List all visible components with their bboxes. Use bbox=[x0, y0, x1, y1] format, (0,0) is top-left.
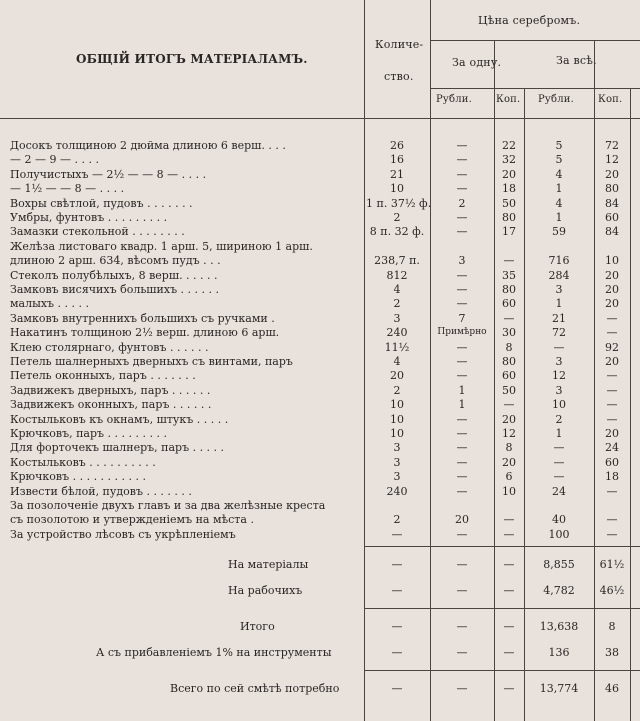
totals-rule bbox=[364, 546, 640, 547]
row-cell-r1: — bbox=[456, 283, 468, 296]
row-label: Накатинъ толщиною 2½ верш. длиною 6 арш. bbox=[10, 326, 280, 340]
row-cell-r2: 10 bbox=[552, 398, 566, 412]
row-cell-qty: 20 bbox=[390, 369, 404, 383]
row-cell-r1: — bbox=[456, 182, 468, 196]
row-label: Для форточекъ шалнеръ, паръ . . . . . bbox=[10, 441, 225, 455]
row-label: Крючковъ . . . . . . . . . . . bbox=[10, 470, 147, 484]
row-cell-r2: 24 bbox=[552, 484, 566, 498]
row-label: Досокъ толщиною 2 дюйма длиною 6 верш. . . . bbox=[10, 139, 286, 152]
table-row bbox=[0, 224, 640, 239]
row-cell-r1: — bbox=[456, 455, 468, 469]
header-rule bbox=[430, 88, 640, 89]
row-cell-k1: — bbox=[503, 398, 515, 412]
row-cell-k2: 20 bbox=[605, 268, 619, 282]
row-cell-r1: — bbox=[456, 441, 468, 455]
row-cell-r2: 59 bbox=[552, 225, 566, 239]
row-label: Задвижекъ дверныхъ, паръ . . . . . . bbox=[10, 383, 211, 397]
row-label: Стеколъ полубѣлыхъ, 8 верш. . . . . . bbox=[10, 268, 218, 282]
total-cell-qty: — bbox=[391, 584, 403, 597]
totals-rule bbox=[364, 608, 640, 609]
row-label: длиною 2 арш. 634, вѣсомъ пудъ . . . bbox=[10, 254, 221, 268]
table-row bbox=[0, 340, 640, 355]
table-row bbox=[0, 469, 640, 484]
row-cell-k1: 32 bbox=[502, 153, 516, 167]
row-label: Костыльковъ . . . . . . . . . . bbox=[10, 455, 156, 469]
row-cell-r1: — bbox=[456, 355, 468, 368]
row-label: За позолоченіе двухъ главъ и за два желѣзные креста bbox=[10, 499, 326, 512]
row-cell-r2: 5 bbox=[555, 139, 563, 152]
total-cell-r2: 13,774 bbox=[539, 682, 579, 695]
totals-rule bbox=[364, 670, 640, 671]
rub-header-all: Рубли. bbox=[538, 94, 575, 105]
row-cell-k1: 20 bbox=[502, 412, 516, 426]
table-row bbox=[0, 311, 640, 326]
table-row bbox=[0, 512, 640, 527]
row-cell-k1: 60 bbox=[502, 369, 516, 383]
table-row bbox=[0, 383, 640, 398]
row-cell-r2: 1 bbox=[555, 297, 563, 311]
kop-header-one: Коп. bbox=[496, 94, 521, 105]
total-cell-k2: 8 bbox=[608, 620, 616, 633]
rub-header-one: Рубли. bbox=[436, 94, 473, 105]
row-cell-r2: — bbox=[553, 470, 565, 484]
table-row bbox=[0, 484, 640, 499]
row-cell-qty: 812 bbox=[386, 268, 408, 282]
row-cell-k1: 80 bbox=[502, 283, 516, 296]
row-cell-k1: — bbox=[503, 513, 515, 527]
row-cell-k2: — bbox=[606, 311, 618, 325]
row-cell-r2: 5 bbox=[555, 153, 563, 167]
row-label: Крючковъ, паръ . . . . . . . . . bbox=[10, 427, 167, 440]
row-cell-k2: — bbox=[606, 484, 618, 498]
header-rule bbox=[430, 40, 640, 41]
row-cell-r2: — bbox=[553, 441, 565, 455]
total-cell-k2: 46 bbox=[605, 682, 619, 695]
table-row bbox=[0, 397, 640, 412]
row-cell-r2: 1 bbox=[555, 427, 563, 440]
row-cell-qty: 2 bbox=[393, 383, 401, 397]
price-header: Цѣна серебромъ. bbox=[478, 14, 581, 27]
total-row bbox=[0, 556, 640, 574]
row-cell-k1: — bbox=[503, 527, 515, 541]
total-cell-k1: — bbox=[503, 682, 515, 695]
total-label: На рабочихъ bbox=[228, 584, 303, 597]
row-cell-k2: — bbox=[606, 513, 618, 527]
row-cell-k1: 10 bbox=[502, 484, 516, 498]
row-cell-r2: 4 bbox=[555, 196, 563, 210]
row-cell-k2: 84 bbox=[605, 196, 619, 210]
row-cell-r1: 3 bbox=[458, 254, 466, 268]
row-cell-qty: 2 bbox=[393, 513, 401, 527]
row-cell-r2: 2 bbox=[555, 412, 563, 426]
total-row bbox=[0, 582, 640, 600]
row-cell-qty: 11½ bbox=[384, 340, 410, 354]
row-label: Извести бѣлой, пудовъ . . . . . . . bbox=[10, 484, 192, 498]
row-cell-r1: 1 bbox=[458, 398, 466, 412]
row-cell-r2: 284 bbox=[548, 268, 570, 282]
row-cell-r1: — bbox=[456, 527, 468, 541]
total-cell-k2: 61½ bbox=[599, 558, 625, 571]
row-cell-qty: 240 bbox=[386, 484, 408, 498]
row-cell-k2: 20 bbox=[605, 427, 619, 440]
quantity-header-line2: ство. bbox=[384, 70, 414, 83]
row-cell-r2: 40 bbox=[552, 513, 566, 527]
row-cell-k1: 35 bbox=[502, 268, 516, 282]
total-label: На матеріалы bbox=[228, 558, 309, 571]
total-cell-r2: 13,638 bbox=[539, 620, 579, 633]
row-cell-qty: 10 bbox=[390, 427, 404, 440]
row-cell-r1: — bbox=[456, 369, 468, 383]
total-cell-qty: — bbox=[391, 558, 403, 571]
row-cell-r1: — bbox=[456, 297, 468, 311]
row-cell-k2: 20 bbox=[605, 167, 619, 181]
table-row bbox=[0, 167, 640, 182]
row-cell-qty: 8 п. 32 ф. bbox=[369, 225, 425, 239]
row-cell-k1: 20 bbox=[502, 455, 516, 469]
total-label: А съ прибавленіемъ 1% на инструменты bbox=[96, 646, 332, 659]
total-label: Итого bbox=[240, 620, 275, 633]
row-cell-qty: 2 bbox=[393, 211, 401, 224]
row-cell-r2: 72 bbox=[552, 326, 566, 340]
row-cell-qty: 26 bbox=[390, 139, 404, 152]
row-cell-k1: 18 bbox=[502, 182, 516, 196]
table-row bbox=[0, 181, 640, 196]
table-row bbox=[0, 325, 640, 340]
row-cell-k1: 80 bbox=[502, 355, 516, 368]
row-label: Вохры свѣтлой, пудовъ . . . . . . . bbox=[10, 196, 193, 210]
row-label: Задвижекъ оконныхъ, паръ . . . . . . bbox=[10, 398, 212, 412]
row-cell-qty: 10 bbox=[390, 182, 404, 196]
per-one-header: За одну. bbox=[452, 56, 502, 69]
row-cell-r2: 4 bbox=[555, 167, 563, 181]
total-cell-k1: — bbox=[503, 558, 515, 571]
row-cell-k2: 12 bbox=[605, 153, 619, 167]
row-cell-k1: 60 bbox=[502, 297, 516, 311]
row-cell-k1: 8 bbox=[505, 441, 513, 455]
row-cell-k1: — bbox=[503, 254, 515, 268]
row-cell-qty: 21 bbox=[390, 167, 404, 181]
row-cell-qty: 3 bbox=[393, 455, 401, 469]
row-cell-k1: 22 bbox=[502, 139, 516, 152]
table-row bbox=[0, 426, 640, 441]
row-cell-k1: 50 bbox=[502, 383, 516, 397]
row-cell-k2: — bbox=[606, 412, 618, 426]
row-cell-r1: — bbox=[456, 167, 468, 181]
row-cell-k1: 12 bbox=[502, 427, 516, 440]
row-cell-r2: 3 bbox=[555, 383, 563, 397]
row-cell-qty: 1 п. 37½ ф. bbox=[366, 196, 432, 210]
row-label: — 1½ — — 8 — . . . . bbox=[10, 182, 125, 196]
row-cell-r2: 1 bbox=[555, 211, 563, 224]
row-label: Петель шалнерныхъ дверныхъ съ винтами, паръ bbox=[10, 355, 293, 368]
row-cell-qty: 4 bbox=[393, 355, 401, 368]
table-row bbox=[0, 455, 640, 470]
table-row bbox=[0, 138, 640, 153]
row-cell-k2: — bbox=[606, 369, 618, 383]
total-cell-qty: — bbox=[391, 682, 403, 695]
total-cell-k1: — bbox=[503, 584, 515, 597]
row-label: Петель оконныхъ, паръ . . . . . . . bbox=[10, 369, 196, 383]
row-cell-k2: 10 bbox=[605, 254, 619, 268]
row-cell-k2: — bbox=[606, 326, 618, 340]
table-row bbox=[0, 282, 640, 297]
row-cell-r1: 2 bbox=[458, 196, 466, 210]
row-label: Желѣза листоваго квадр. 1 арш. 5, шириною 1 арш. bbox=[10, 239, 313, 253]
row-cell-r2: — bbox=[553, 340, 565, 354]
row-label: съ позолотою и утвержденіемъ на мѣста . bbox=[10, 513, 254, 527]
row-cell-qty: — bbox=[391, 527, 403, 541]
total-cell-r1: — bbox=[456, 620, 468, 633]
row-label: Клею столярнаго, фунтовъ . . . . . . bbox=[10, 340, 209, 354]
row-cell-r1: — bbox=[456, 484, 468, 498]
row-cell-r1: — bbox=[456, 470, 468, 484]
row-cell-r1: 7 bbox=[458, 311, 466, 325]
total-cell-k2: 46½ bbox=[599, 584, 625, 597]
for-all-header: За всѣ. bbox=[556, 54, 597, 67]
row-label: — 2 — 9 — . . . . bbox=[10, 153, 99, 167]
row-cell-r1: — bbox=[456, 153, 468, 167]
table-title: ОБЩІЙ ИТОГЪ МАТЕРІАЛАМЪ. bbox=[76, 52, 308, 66]
row-cell-qty: 10 bbox=[390, 412, 404, 426]
row-cell-r2: 1 bbox=[555, 182, 563, 196]
row-cell-k1: 6 bbox=[505, 470, 513, 484]
row-cell-r1: — bbox=[456, 412, 468, 426]
total-cell-k1: — bbox=[503, 646, 515, 659]
row-cell-k2: 18 bbox=[605, 470, 619, 484]
table-row bbox=[0, 296, 640, 311]
row-label: Замазки стекольной . . . . . . . . bbox=[10, 225, 185, 239]
quantity-header-line1: Количе- bbox=[375, 38, 424, 51]
kop-header-all: Коп. bbox=[598, 94, 623, 105]
table-row bbox=[0, 253, 640, 268]
row-cell-k2: 84 bbox=[605, 225, 619, 239]
table-row bbox=[0, 440, 640, 455]
row-cell-r1: Примѣрно bbox=[437, 327, 487, 338]
row-cell-r2: 12 bbox=[552, 369, 566, 383]
row-cell-r1: — bbox=[456, 139, 468, 152]
total-cell-r2: 4,782 bbox=[543, 584, 575, 597]
row-cell-qty: 2 bbox=[393, 297, 401, 311]
row-cell-qty: 240 bbox=[386, 326, 408, 340]
table-row bbox=[0, 196, 640, 211]
total-label: Всего по сей смѣтѣ потребно bbox=[170, 682, 340, 695]
row-cell-r1: 1 bbox=[458, 383, 466, 397]
row-label: малыхъ . . . . . bbox=[10, 297, 90, 311]
row-cell-r2: — bbox=[553, 455, 565, 469]
table-row bbox=[0, 527, 640, 542]
row-label: Замковъ висячихъ большихъ . . . . . . bbox=[10, 283, 220, 296]
row-cell-k2: — bbox=[606, 527, 618, 541]
row-label: За устройство лѣсовъ съ укрѣпленіемъ bbox=[10, 527, 236, 541]
row-label: Умбры, фунтовъ . . . . . . . . . bbox=[10, 211, 168, 224]
total-cell-k1: — bbox=[503, 620, 515, 633]
row-cell-k1: — bbox=[503, 311, 515, 325]
row-cell-r1: — bbox=[456, 427, 468, 440]
total-cell-qty: — bbox=[391, 646, 403, 659]
row-cell-r1: — bbox=[456, 340, 468, 354]
table-row bbox=[0, 210, 640, 225]
row-cell-qty: 3 bbox=[393, 441, 401, 455]
row-cell-k2: 24 bbox=[605, 441, 619, 455]
total-cell-k2: 38 bbox=[605, 646, 619, 659]
row-cell-qty: 3 bbox=[393, 311, 401, 325]
row-cell-k2: 20 bbox=[605, 297, 619, 311]
table-row bbox=[0, 268, 640, 283]
total-cell-r1: — bbox=[456, 646, 468, 659]
row-cell-r2: 716 bbox=[548, 254, 570, 268]
total-row bbox=[0, 680, 640, 698]
row-cell-qty: 10 bbox=[390, 398, 404, 412]
row-cell-qty: 238,7 п. bbox=[374, 254, 420, 268]
table-row bbox=[0, 498, 640, 513]
row-cell-r2: 3 bbox=[555, 283, 563, 296]
row-cell-k1: 8 bbox=[505, 340, 513, 354]
row-cell-k1: 20 bbox=[502, 167, 516, 181]
row-cell-r2: 3 bbox=[555, 355, 563, 368]
total-cell-qty: — bbox=[391, 620, 403, 633]
row-cell-k2: 80 bbox=[605, 182, 619, 196]
row-cell-k1: 30 bbox=[502, 326, 516, 340]
total-cell-r2: 136 bbox=[548, 646, 570, 659]
table-row bbox=[0, 152, 640, 167]
row-cell-r2: 21 bbox=[552, 311, 566, 325]
row-cell-k1: 17 bbox=[502, 225, 516, 239]
total-cell-r1: — bbox=[456, 558, 468, 571]
row-cell-r1: — bbox=[456, 268, 468, 282]
header-rule bbox=[0, 118, 640, 119]
row-cell-r1: — bbox=[456, 211, 468, 224]
total-cell-r2: 8,855 bbox=[543, 558, 575, 571]
row-label: Замковъ внутреннихъ большихъ съ ручками . bbox=[10, 311, 275, 325]
row-cell-k2: 60 bbox=[605, 455, 619, 469]
row-cell-k2: — bbox=[606, 383, 618, 397]
row-cell-k1: 50 bbox=[502, 196, 516, 210]
row-cell-qty: 4 bbox=[393, 283, 401, 296]
row-cell-k2: — bbox=[606, 398, 618, 412]
total-cell-r1: — bbox=[456, 584, 468, 597]
table-row bbox=[0, 412, 640, 427]
table-row bbox=[0, 368, 640, 383]
total-row bbox=[0, 644, 640, 662]
row-label: Костыльковъ къ окнамъ, штукъ . . . . . bbox=[10, 412, 229, 426]
row-label: Получистыхъ — 2½ — — 8 — . . . . bbox=[10, 167, 207, 181]
table-row bbox=[0, 239, 640, 254]
row-cell-k2: 60 bbox=[605, 211, 619, 224]
row-cell-r1: — bbox=[456, 225, 468, 239]
table-row bbox=[0, 354, 640, 369]
row-cell-k2: 20 bbox=[605, 283, 619, 296]
row-cell-k2: 72 bbox=[605, 139, 619, 152]
row-cell-r1: 20 bbox=[455, 513, 469, 527]
row-cell-qty: 3 bbox=[393, 470, 401, 484]
row-cell-k2: 20 bbox=[605, 355, 619, 368]
total-cell-r1: — bbox=[456, 682, 468, 695]
row-cell-qty: 16 bbox=[390, 153, 404, 167]
total-row bbox=[0, 618, 640, 636]
row-cell-r2: 100 bbox=[548, 527, 570, 541]
row-cell-k2: 92 bbox=[605, 340, 619, 354]
row-cell-k1: 80 bbox=[502, 211, 516, 224]
